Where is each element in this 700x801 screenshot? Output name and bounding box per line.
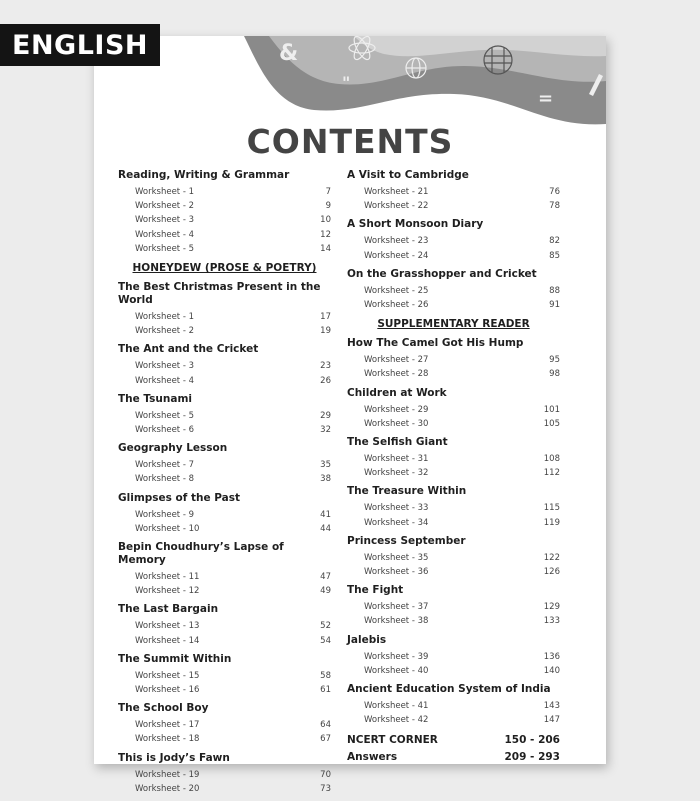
worksheet-row [118, 570, 331, 584]
worksheet-label: Worksheet - 3 [135, 361, 195, 372]
worksheet-label: Worksheet - 34 [364, 517, 429, 528]
worksheet-label: Worksheet - 40 [364, 665, 429, 676]
worksheet-label: Worksheet - 1 [135, 187, 195, 197]
worksheet-label: Worksheet - 32 [364, 468, 429, 479]
worksheet-label: Worksheet - 5 [135, 410, 195, 421]
toc-section [347, 535, 560, 579]
page-number: 136 [543, 651, 560, 662]
worksheet-row [118, 619, 331, 633]
worksheet-label: Worksheet - 12 [135, 586, 200, 597]
section-title: The Best Christmas Present in the World [118, 281, 321, 307]
worksheet-row [347, 234, 560, 248]
page-number: 35 [320, 460, 331, 471]
page-number: 126 [543, 567, 560, 578]
worksheet-row [118, 409, 331, 423]
section-title: On the Grasshopper and Cricket [347, 267, 537, 280]
page-range: 209 - 293 [504, 751, 560, 764]
worksheet-label: Worksheet - 35 [364, 552, 429, 563]
page-number: 61 [320, 685, 331, 696]
page-number: 108 [543, 454, 560, 465]
worksheet-label: Worksheet - 5 [135, 243, 195, 254]
worksheet-label: Worksheet - 41 [364, 701, 429, 712]
section-title: The Treasure Within [347, 485, 467, 498]
page-number: 133 [543, 616, 560, 627]
worksheet-label: Worksheet - 11 [135, 572, 200, 583]
worksheet-label: Worksheet - 9 [135, 509, 195, 520]
worksheet-label: Worksheet - 25 [364, 285, 429, 296]
worksheet-row [347, 249, 560, 263]
page-number: 78 [549, 201, 560, 212]
worksheet-row [347, 699, 560, 713]
toc-section [347, 436, 560, 480]
worksheet-row [118, 683, 331, 697]
page-number: 9 [325, 201, 331, 212]
worksheet-row [347, 367, 560, 381]
section-title: A Visit to Cambridge [347, 169, 469, 181]
worksheet-label: Worksheet - 27 [364, 355, 429, 366]
worksheet-label: Worksheet - 2 [135, 201, 195, 212]
summary-label: Answers [347, 751, 398, 764]
decorative-banner [94, 36, 606, 126]
worksheet-row [118, 423, 331, 437]
toc-section [118, 603, 331, 647]
worksheet-label: Worksheet - 3 [135, 215, 195, 226]
worksheet-row [347, 353, 560, 367]
section-title: The Last Bargain [118, 603, 219, 616]
section-title: Reading, Writing & Grammar [118, 169, 290, 181]
page-number: 47 [320, 572, 331, 583]
svg-text:&: & [279, 41, 299, 66]
toc-section [118, 343, 331, 387]
page-number: 105 [543, 418, 560, 429]
page-number: 44 [320, 523, 331, 534]
worksheet-label: Worksheet - 23 [364, 236, 429, 247]
worksheet-label: Worksheet - 4 [135, 229, 195, 240]
section-title: Children at Work [347, 386, 447, 399]
page-number: 17 [320, 312, 331, 323]
worksheet-label: Worksheet - 20 [135, 783, 200, 794]
page-range: 150 - 206 [504, 734, 560, 747]
page-number: 19 [320, 326, 331, 337]
worksheet-row [118, 584, 331, 598]
section-title: The Ant and the Cricket [118, 343, 259, 356]
section-title: Glimpses of the Past [118, 491, 241, 504]
section-title: Geography Lesson [118, 442, 228, 455]
toc-section [347, 169, 560, 213]
worksheet-row [118, 472, 331, 486]
worksheet-row [118, 768, 331, 782]
toc-section [118, 281, 331, 338]
worksheet-row [118, 324, 331, 338]
page-number: 29 [320, 410, 331, 421]
worksheet-row [118, 213, 331, 227]
page-number: 119 [543, 517, 560, 528]
page-number: 76 [549, 187, 560, 197]
page-number: 67 [320, 734, 331, 745]
worksheet-row [118, 508, 331, 522]
page-number: 23 [320, 361, 331, 372]
worksheet-row [118, 359, 331, 373]
equals-icon [538, 88, 553, 109]
page-number: 38 [320, 474, 331, 485]
page-number: 7 [325, 187, 331, 197]
section-title: Princess September [347, 534, 466, 547]
section-header: HONEYDEW (PROSE & POETRY) [132, 262, 317, 275]
toc-section [118, 442, 331, 486]
book-page [94, 36, 606, 794]
svg-text:=: = [538, 88, 554, 109]
worksheet-label: Worksheet - 38 [364, 616, 429, 627]
worksheet-label: Worksheet - 8 [135, 474, 195, 485]
summary-label: NCERT CORNER [347, 734, 438, 747]
toc-section [347, 218, 560, 262]
worksheet-row [118, 458, 331, 472]
page-number: 73 [320, 783, 331, 794]
page-number: 10 [320, 215, 331, 226]
worksheet-row [118, 199, 331, 213]
worksheet-label: Worksheet - 18 [135, 734, 200, 745]
worksheet-label: Worksheet - 19 [135, 769, 200, 780]
worksheet-row [347, 600, 560, 614]
section-title: A Short Monsoon Diary [347, 218, 484, 231]
worksheet-label: Worksheet - 10 [135, 523, 200, 534]
section-title: Ancient Education System of India [347, 683, 551, 696]
page-number: 85 [549, 250, 560, 261]
worksheet-label: Worksheet - 22 [364, 201, 429, 212]
svg-text:": " [342, 73, 351, 92]
worksheet-label: Worksheet - 21 [364, 187, 429, 197]
section-title: Bepin Choudhury’s Lapse of Memory [118, 541, 284, 567]
section-title: The Summit Within [118, 652, 232, 665]
right-column [347, 169, 560, 766]
worksheet-row [347, 185, 560, 199]
worksheet-label: Worksheet - 2 [135, 326, 195, 337]
quote-icon [342, 73, 350, 92]
worksheet-row [118, 718, 331, 732]
worksheet-label: Worksheet - 1 [135, 312, 195, 323]
worksheet-row [118, 522, 331, 536]
toc-section [118, 393, 331, 437]
worksheet-row [347, 417, 560, 431]
worksheet-row [347, 713, 560, 727]
page-number: 95 [549, 355, 560, 366]
toc-section [118, 653, 331, 697]
worksheet-row [118, 185, 331, 199]
worksheet-label: Worksheet - 29 [364, 404, 429, 415]
page-number: 12 [320, 229, 331, 240]
worksheet-label: Worksheet - 28 [364, 369, 429, 380]
worksheet-row [347, 284, 560, 298]
page-number: 41 [320, 509, 331, 520]
worksheet-label: Worksheet - 33 [364, 503, 429, 514]
page-number: 91 [549, 300, 560, 311]
page-number: 112 [543, 468, 560, 479]
page-number: 88 [549, 285, 560, 296]
toc-section [118, 492, 331, 536]
worksheet-label: Worksheet - 26 [364, 300, 429, 311]
worksheet-row [347, 298, 560, 312]
worksheet-row [118, 242, 331, 256]
section-title: The Selfish Giant [347, 436, 448, 449]
worksheet-row [118, 669, 331, 683]
page-number: 115 [543, 503, 560, 514]
page-number: 26 [320, 375, 331, 386]
worksheet-row [118, 634, 331, 648]
section-header: SUPPLEMENTARY READER [377, 318, 530, 331]
toc-section [347, 584, 560, 628]
toc-section [347, 634, 560, 678]
page-number: 129 [543, 602, 560, 613]
page-number: 64 [320, 720, 331, 731]
worksheet-row [118, 310, 331, 324]
worksheet-row [347, 452, 560, 466]
worksheet-row [347, 516, 560, 530]
page-number: 143 [543, 701, 560, 712]
worksheet-label: Worksheet - 6 [135, 425, 195, 436]
toc-section [347, 268, 560, 312]
section-title: The School Boy [118, 702, 209, 715]
worksheet-label: Worksheet - 42 [364, 715, 429, 726]
worksheet-row [118, 782, 331, 796]
section-title: This is Jody’s Fawn [118, 751, 230, 764]
section-title: The Fight [347, 584, 404, 597]
worksheet-row [118, 374, 331, 388]
toc-section [347, 485, 560, 529]
toc-section [118, 169, 331, 256]
page-number: 122 [543, 552, 560, 563]
worksheet-row [347, 551, 560, 565]
worksheet-row [347, 664, 560, 678]
worksheet-label: Worksheet - 17 [135, 720, 200, 731]
page-number: 58 [320, 670, 331, 681]
worksheet-row [118, 732, 331, 746]
page-number: 82 [549, 236, 560, 247]
worksheet-row [347, 466, 560, 480]
worksheet-row [347, 614, 560, 628]
toc-section [347, 683, 560, 727]
page-number: 32 [320, 425, 331, 436]
worksheet-row [118, 228, 331, 242]
section-title: The Tsunami [118, 392, 193, 405]
worksheet-label: Worksheet - 15 [135, 670, 200, 681]
toc-section [118, 752, 331, 796]
toc-section [118, 702, 331, 746]
worksheet-label: Worksheet - 37 [364, 602, 429, 613]
worksheet-label: Worksheet - 36 [364, 567, 429, 578]
toc-section [118, 541, 331, 598]
worksheet-label: Worksheet - 30 [364, 418, 429, 429]
page-number: 70 [320, 769, 331, 780]
subject-tag: ENGLISH [0, 24, 160, 66]
worksheet-label: Worksheet - 31 [364, 454, 429, 465]
worksheet-label: Worksheet - 4 [135, 375, 195, 386]
page-number: 54 [320, 635, 331, 646]
section-title: How The Camel Got His Hump [347, 337, 524, 350]
worksheet-row [347, 565, 560, 579]
left-column [118, 169, 331, 801]
worksheet-row [347, 650, 560, 664]
worksheet-row [347, 403, 560, 417]
toc-section [347, 337, 560, 381]
worksheet-label: Worksheet - 16 [135, 685, 200, 696]
summary-row [347, 749, 560, 766]
page-number: 52 [320, 621, 331, 632]
section-title: Jalebis [347, 633, 387, 646]
page-number: 49 [320, 586, 331, 597]
page-number: 14 [320, 243, 331, 254]
worksheet-row [347, 199, 560, 213]
page-number: 98 [549, 369, 560, 380]
worksheet-row [347, 501, 560, 515]
worksheet-label: Worksheet - 24 [364, 250, 429, 261]
worksheet-label: Worksheet - 7 [135, 460, 195, 471]
page-number: 147 [543, 715, 560, 726]
page-title: CONTENTS [246, 122, 454, 161]
worksheet-label: Worksheet - 14 [135, 635, 200, 646]
worksheet-label: Worksheet - 13 [135, 621, 200, 632]
page-number: 101 [543, 404, 560, 415]
page-number: 140 [543, 665, 560, 676]
summary-row [347, 732, 560, 749]
ampersand-icon [279, 41, 298, 66]
toc-section [347, 387, 560, 431]
worksheet-label: Worksheet - 39 [364, 651, 429, 662]
